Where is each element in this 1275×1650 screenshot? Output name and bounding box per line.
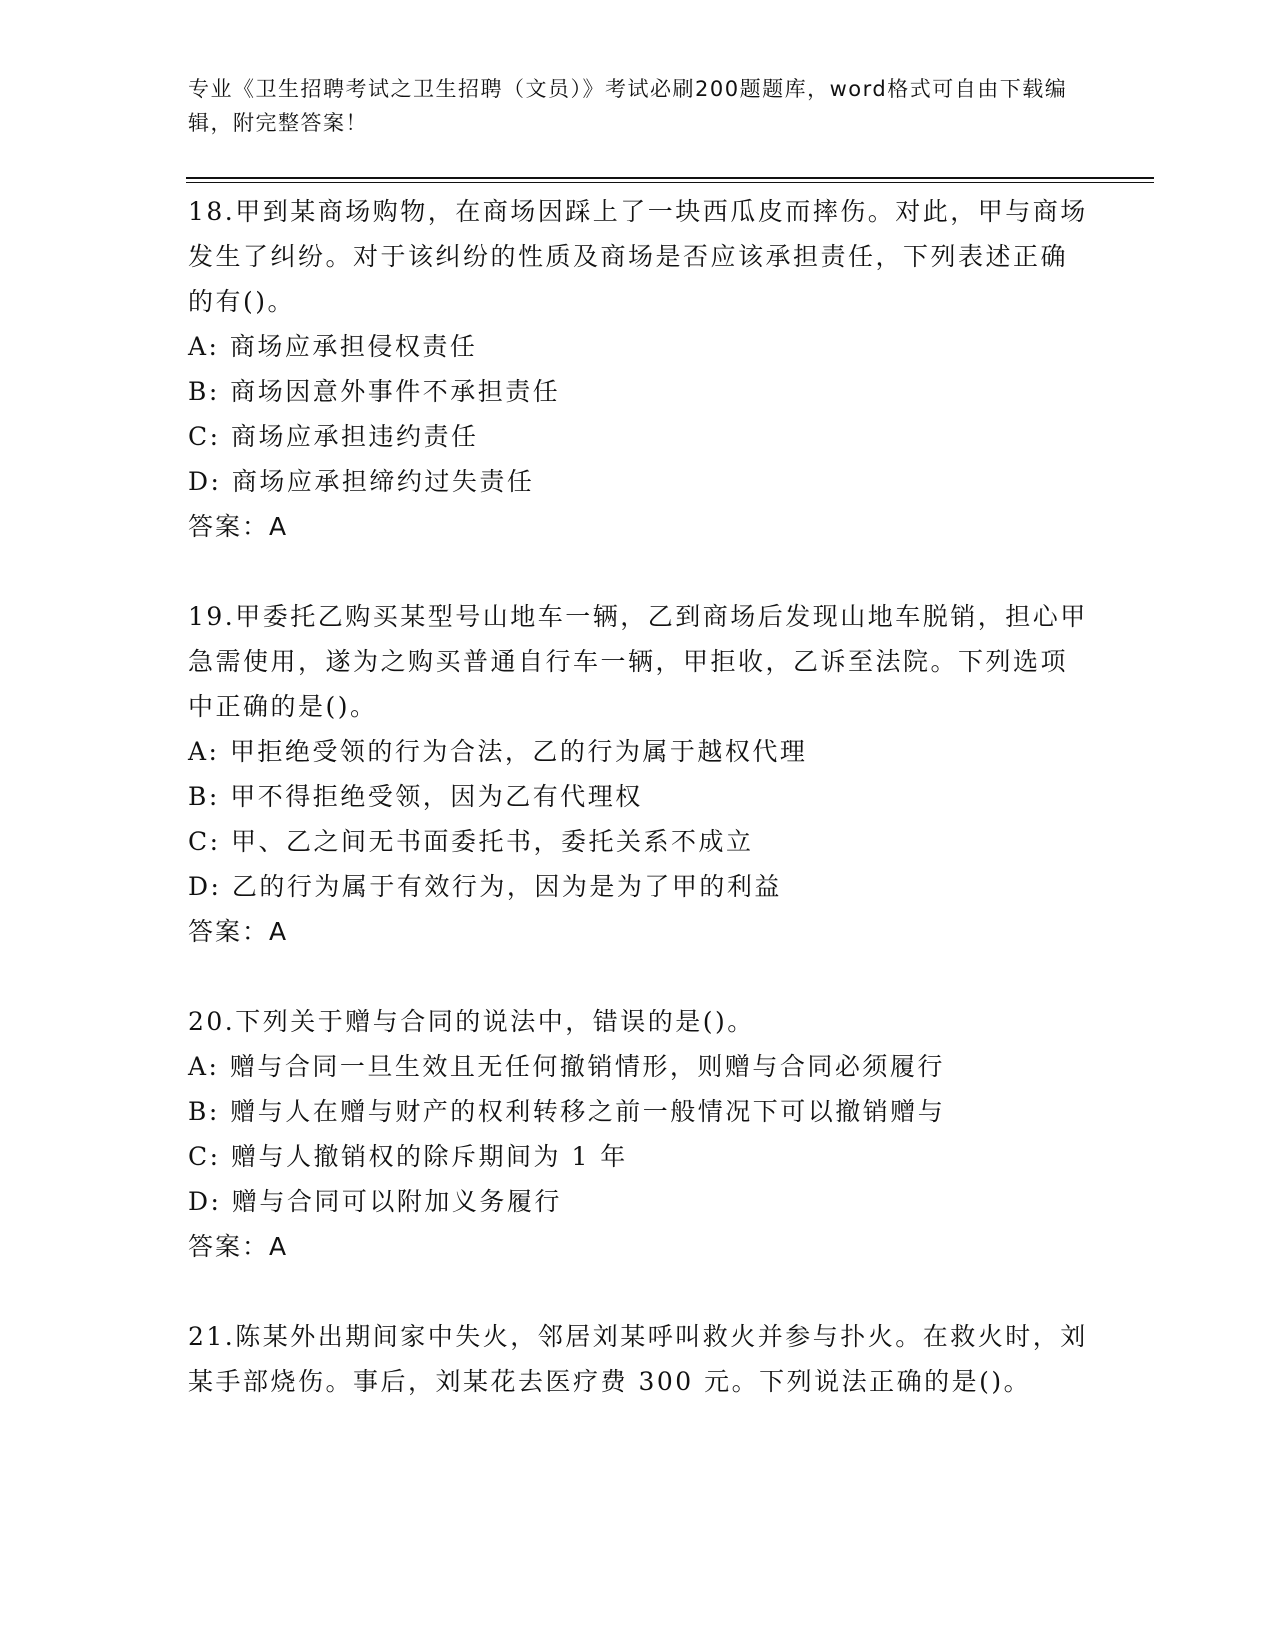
header-divider-thick xyxy=(186,177,1154,179)
question-text: 19.甲委托乙购买某型号山地车一辆，乙到商场后发现山地车脱销，担心甲急需使用，遂为之购买普通自行车一辆，甲拒收，乙诉至法院。下列选项中正确的是()。 xyxy=(188,602,1088,721)
question-text: 20.下列关于赠与合同的说法中，错误的是()。 xyxy=(188,1007,755,1036)
header-divider-thin xyxy=(186,182,1154,183)
option-d: D: 赠与合同可以附加义务履行 xyxy=(188,1187,562,1216)
answer: 答案：A xyxy=(188,917,289,946)
option-c: C: 甲、乙之间无书面委托书，委托关系不成立 xyxy=(188,827,754,856)
option-a: A: 商场应承担侵权责任 xyxy=(188,332,478,361)
option-c: C: 赠与人撤销权的除斥期间为 1 年 xyxy=(188,1142,628,1171)
answer: 答案：A xyxy=(188,1232,289,1261)
page-header: 专业《卫生招聘考试之卫生招聘（文员）》考试必刷200题题库，word格式可自由下载编辑，附完整答案！ xyxy=(188,77,1068,135)
option-a: A: 甲拒绝受领的行为合法，乙的行为属于越权代理 xyxy=(188,737,808,766)
option-c: C: 商场应承担违约责任 xyxy=(188,422,479,451)
question-20 xyxy=(188,999,1088,1269)
question-text: 18.甲到某商场购物，在商场因踩上了一块西瓜皮而摔伤。对此，甲与商场发生了纠纷。对于该纠纷的性质及商场是否应该承担责任，下列表述正确的有()。 xyxy=(188,197,1088,316)
option-d: D: 乙的行为属于有效行为，因为是为了甲的利益 xyxy=(188,872,782,901)
answer: 答案：A xyxy=(188,512,289,541)
option-b: B: 赠与人在赠与财产的权利转移之前一般情况下可以撤销赠与 xyxy=(188,1097,946,1126)
option-b: B: 甲不得拒绝受领，因为乙有代理权 xyxy=(188,782,643,811)
question-19 xyxy=(188,594,1088,954)
question-text: 21.陈某外出期间家中失火，邻居刘某呼叫救火并参与扑火。在救火时，刘某手部烧伤。事后，刘某花去医疗费 300 元。下列说法正确的是()。 xyxy=(188,1322,1088,1396)
question-21 xyxy=(188,1314,1088,1404)
option-b: B: 商场因意外事件不承担责任 xyxy=(188,377,561,406)
question-list xyxy=(188,189,1088,1449)
option-a: A: 赠与合同一旦生效且无任何撤销情形，则赠与合同必须履行 xyxy=(188,1052,945,1081)
question-18 xyxy=(188,189,1088,549)
option-d: D: 商场应承担缔约过失责任 xyxy=(188,467,535,496)
